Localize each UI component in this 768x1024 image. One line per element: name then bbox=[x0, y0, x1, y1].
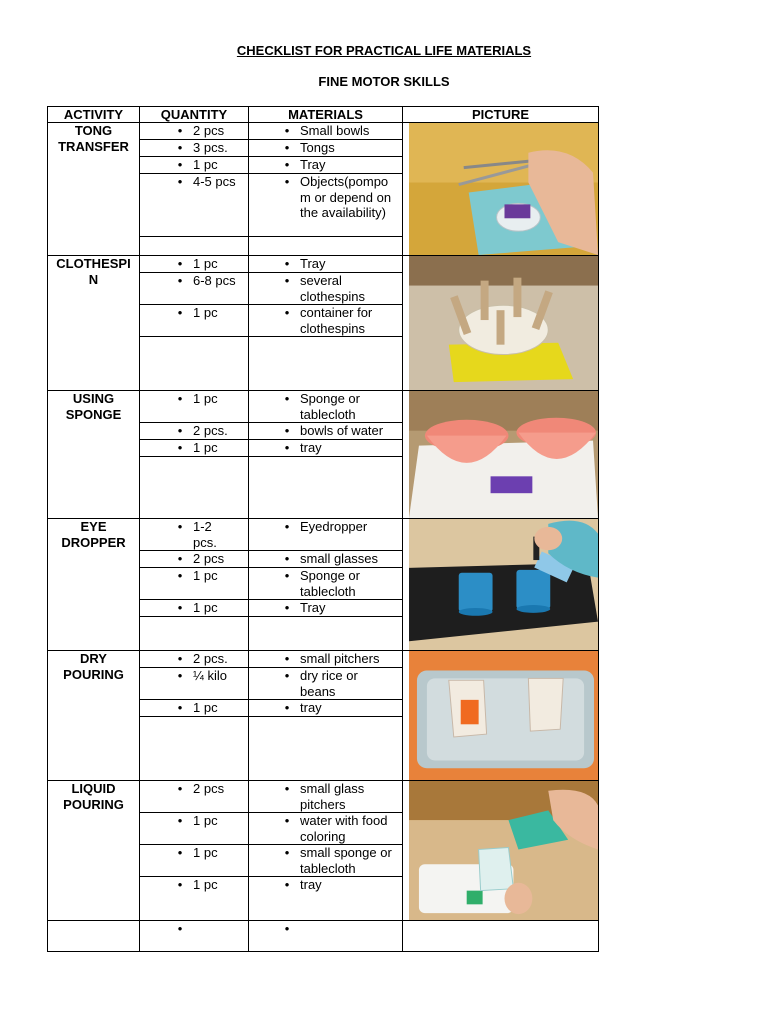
quantity-cell: 1 pc bbox=[193, 440, 218, 455]
liquid-pouring-photo bbox=[409, 781, 598, 920]
header-picture: PICTURE bbox=[403, 107, 599, 123]
quantity-cell: 1 pc bbox=[193, 568, 218, 583]
table-row: • ¼ kilo • dry rice or beans bbox=[48, 668, 599, 700]
activity-dry-pouring: DRY POURING bbox=[48, 651, 140, 781]
table-row: • 1 pc • tray bbox=[48, 440, 599, 457]
activity-using-sponge: USING SPONGE bbox=[48, 391, 140, 519]
table-row: • 1 pc • tray bbox=[48, 700, 599, 717]
material-cell: dry rice or beans bbox=[300, 668, 358, 699]
quantity-cell: 1 pc bbox=[193, 157, 218, 172]
table-row: TONG TRANSFER • 2 pcs • Small bowls bbox=[48, 123, 599, 140]
table-row: • 1 pc • tray bbox=[48, 877, 599, 921]
quantity-cell: 2 pcs. bbox=[193, 423, 228, 438]
quantity-cell: 1 pc bbox=[193, 700, 218, 715]
material-cell: bowls of water bbox=[300, 423, 384, 438]
material-cell: Small bowls bbox=[300, 123, 370, 138]
table-row: EYE DROPPER • 1-2 pcs. • Eyedropper bbox=[48, 519, 599, 551]
picture-cell bbox=[403, 391, 599, 519]
table-row: • 4-5 pcs • Objects(pompom or depend on the availability) bbox=[48, 174, 599, 237]
quantity-cell: 1 pc bbox=[193, 256, 218, 271]
quantity-cell: 4-5 pcs bbox=[193, 174, 236, 189]
material-cell: Eyedropper bbox=[300, 519, 368, 534]
picture-cell bbox=[403, 519, 599, 651]
material-cell: Sponge or tablecloth bbox=[300, 568, 360, 599]
clothespin-photo bbox=[409, 256, 598, 390]
activity-clothespin: CLOTHESPIN bbox=[48, 256, 140, 391]
table-row: • 1 pc • small sponge or tablecloth bbox=[48, 845, 599, 877]
quantity-cell: 2 pcs bbox=[193, 781, 225, 796]
material-cell: tray bbox=[300, 700, 322, 715]
material-cell: Tray bbox=[300, 600, 326, 615]
tong-transfer-photo bbox=[409, 123, 598, 255]
quantity-cell: 1 pc bbox=[193, 305, 218, 320]
quantity-cell: 1 pc bbox=[193, 813, 218, 828]
table-row: LIQUID POURING • 2 pcs • small glass pitchers bbox=[48, 781, 599, 813]
activity-tong-transfer: TONG TRANSFER bbox=[48, 123, 140, 256]
header-row bbox=[48, 107, 599, 123]
material-cell: small pitchers bbox=[300, 651, 380, 666]
table-row: • 2 pcs • small glasses bbox=[48, 551, 599, 568]
material-cell: tray bbox=[300, 440, 322, 455]
header-activity: ACTIVITY bbox=[48, 107, 140, 123]
quantity-cell: ¼ kilo bbox=[193, 668, 227, 683]
table-row: • 3 pcs. • Tongs bbox=[48, 140, 599, 157]
quantity-cell: 3 pcs. bbox=[193, 140, 228, 155]
picture-cell bbox=[403, 781, 599, 921]
material-cell: container for clothespins bbox=[300, 305, 373, 336]
table-row: CLOTHESPIN • 1 pc • Tray bbox=[48, 256, 599, 273]
material-cell: tray bbox=[300, 877, 322, 892]
material-cell: Sponge or tablecloth bbox=[300, 391, 360, 422]
quantity-cell: 6-8 pcs bbox=[193, 273, 236, 288]
dry-pouring-photo bbox=[409, 651, 598, 780]
quantity-cell: 1 pc bbox=[193, 600, 218, 615]
table-row: • 1 pc • Sponge or tablecloth bbox=[48, 568, 599, 600]
checklist-table bbox=[47, 106, 599, 952]
material-cell: Tray bbox=[300, 157, 326, 172]
table-row: • 6-8 pcs • several clothespins bbox=[48, 273, 599, 305]
using-sponge-photo bbox=[409, 391, 598, 518]
quantity-cell: 1 pc bbox=[193, 845, 218, 860]
picture-cell bbox=[403, 651, 599, 781]
quantity-cell: 1 pc bbox=[193, 877, 218, 892]
table-row: • 1 pc • Tray bbox=[48, 157, 599, 174]
material-cell: water with food coloring bbox=[300, 813, 388, 844]
table-row: • 2 pcs. • bowls of water bbox=[48, 423, 599, 440]
material-cell: several clothespins bbox=[300, 273, 366, 304]
table-row: • 1 pc • water with food coloring bbox=[48, 813, 599, 845]
quantity-cell: 2 pcs bbox=[193, 551, 225, 566]
material-cell: Tray bbox=[300, 256, 326, 271]
quantity-cell: 2 pcs bbox=[193, 123, 225, 138]
quantity-cell: 2 pcs. bbox=[193, 651, 228, 666]
eye-dropper-photo bbox=[409, 519, 598, 650]
table-row: • 1 pc • container for clothespins bbox=[48, 305, 599, 337]
document-title: CHECKLIST FOR PRACTICAL LIFE MATERIALS bbox=[236, 43, 532, 58]
activity-liquid-pouring: LIQUID POURING bbox=[48, 781, 140, 921]
material-cell: Tongs bbox=[300, 140, 335, 155]
material-cell: small glass pitchers bbox=[300, 781, 365, 812]
table-row: DRY POURING • 2 pcs. • small pitchers bbox=[48, 651, 599, 668]
header-quantity: QUANTITY bbox=[140, 107, 249, 123]
material-cell: small glasses bbox=[300, 551, 379, 566]
material-cell: small sponge or tablecloth bbox=[300, 845, 392, 876]
table-row-empty: • • bbox=[48, 921, 599, 952]
table-row: • 1 pc • Tray bbox=[48, 600, 599, 617]
activity-eye-dropper: EYE DROPPER bbox=[48, 519, 140, 651]
table-row: USING SPONGE • 1 pc • Sponge or tablecloth bbox=[48, 391, 599, 423]
quantity-cell: 1-2 pcs. bbox=[193, 519, 217, 550]
header-materials: MATERIALS bbox=[249, 107, 403, 123]
picture-cell bbox=[403, 256, 599, 391]
material-cell: Objects(pompom or depend on the availability) bbox=[300, 174, 392, 220]
picture-cell bbox=[403, 123, 599, 256]
quantity-cell: 1 pc bbox=[193, 391, 218, 406]
document-subtitle: FINE MOTOR SKILLS bbox=[318, 74, 450, 89]
